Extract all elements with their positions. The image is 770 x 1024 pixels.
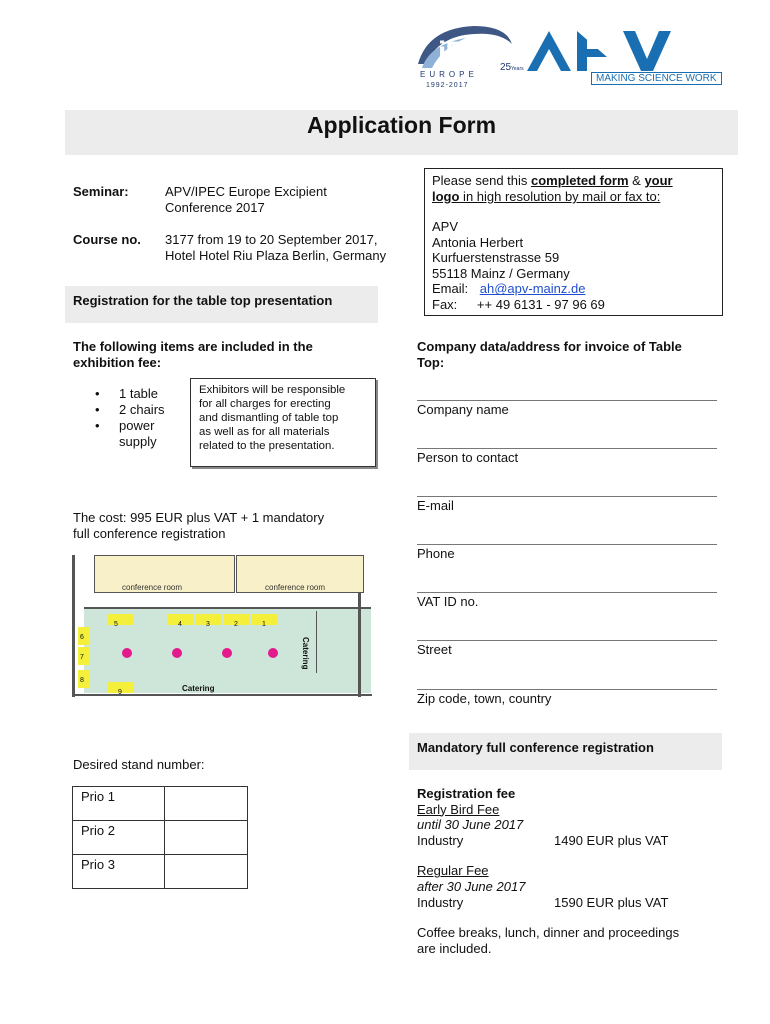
regular-fee-row bbox=[417, 895, 717, 911]
send-fax-label: Fax: bbox=[432, 296, 458, 312]
early-bird-label: Early Bird Fee bbox=[417, 801, 500, 817]
exhibitor-note-box bbox=[190, 378, 376, 467]
zip-town-country-field[interactable]: Zip code, town, country bbox=[417, 691, 552, 706]
included-item: • power bbox=[95, 418, 155, 433]
included-item: • 1 table bbox=[95, 386, 159, 401]
zip-line bbox=[417, 689, 717, 690]
send-fax-value: ++ 49 6131 - 97 96 69 bbox=[476, 296, 605, 312]
exhibitor-note-line: related to the presentation. bbox=[199, 440, 335, 452]
send-email-row bbox=[432, 281, 605, 297]
contact-line bbox=[417, 448, 717, 449]
wall-top bbox=[84, 607, 371, 609]
ipec-region: EUROPE bbox=[420, 70, 478, 79]
prio-2-label: Prio 2 bbox=[73, 821, 165, 855]
seminar-line-2: Conference 2017 bbox=[165, 200, 265, 215]
send-instruction bbox=[432, 173, 717, 205]
company-heading-line-2: Top: bbox=[417, 355, 445, 370]
street-line bbox=[417, 640, 717, 641]
send-city: 55118 Mainz / Germany bbox=[432, 265, 570, 281]
ipec-name: iPEC bbox=[438, 36, 505, 69]
send-text-completed-form: completed form bbox=[531, 173, 629, 188]
phone-line bbox=[417, 544, 717, 545]
stand-2[interactable]: 2 bbox=[224, 614, 250, 625]
prio-3-input[interactable] bbox=[165, 855, 248, 889]
early-bird-until: until 30 June 2017 bbox=[417, 817, 524, 833]
catering-vertical-label: Catering bbox=[301, 637, 310, 670]
table-dot bbox=[268, 648, 278, 658]
send-email-label: Email: bbox=[432, 281, 469, 297]
stand-8[interactable]: 8 bbox=[78, 670, 89, 688]
page-title: Application Form bbox=[306, 112, 497, 138]
apv-logo-graphic bbox=[527, 31, 727, 71]
prio-3-label: Prio 3 bbox=[73, 855, 165, 889]
included-item: • 2 chairs bbox=[95, 402, 165, 417]
send-street: Kurfuerstenstrasse 59 bbox=[432, 250, 560, 266]
prio-2-input[interactable] bbox=[165, 821, 248, 855]
send-text-logo: logo bbox=[432, 189, 460, 204]
seminar-label: Seminar: bbox=[73, 184, 129, 199]
included-note-line-2: are included. bbox=[417, 940, 492, 956]
catering-bottom-label: Catering bbox=[182, 684, 215, 693]
fee-heading: Registration fee bbox=[417, 786, 516, 801]
wall-left bbox=[72, 555, 75, 697]
conference-room-2-label: conference room bbox=[265, 583, 326, 592]
seminar-value bbox=[165, 184, 327, 216]
company-heading-line-1: Company data/address for invoice of Table bbox=[417, 339, 682, 354]
seminar-line-1: APV/IPEC Europe Excipient bbox=[165, 184, 327, 199]
early-bird-row bbox=[417, 833, 717, 849]
course-value bbox=[165, 232, 386, 264]
regular-fee-label: Regular Fee bbox=[417, 863, 489, 879]
phone-field[interactable]: Phone bbox=[417, 546, 455, 561]
wall-right bbox=[358, 593, 361, 697]
stand-9[interactable]: 9 bbox=[108, 682, 134, 693]
ipec-range: 1992-2017 bbox=[426, 82, 469, 89]
vat-id-field[interactable]: VAT ID no. bbox=[417, 594, 479, 609]
send-person: Antonia Herbert bbox=[432, 234, 524, 250]
wall-bottom bbox=[72, 694, 372, 696]
catering-zone bbox=[316, 611, 357, 673]
exhibitor-note-line: and dismantling of table top bbox=[199, 412, 339, 424]
send-address bbox=[432, 219, 605, 313]
send-text-1: Please send this bbox=[432, 173, 532, 188]
included-note-line-1: Coffee breaks, lunch, dinner and proceedings bbox=[417, 925, 680, 941]
email-line bbox=[417, 496, 717, 497]
course-label: Course no. bbox=[73, 232, 141, 247]
ipec-years-word: Years bbox=[511, 66, 524, 72]
course-line-2: Hotel Hotel Riu Plaza Berlin, Germany bbox=[165, 248, 387, 263]
ipec-years: 25 bbox=[500, 62, 512, 73]
send-text-your: your bbox=[644, 173, 673, 188]
person-to-contact-field[interactable]: Person to contact bbox=[417, 450, 519, 465]
stand-4[interactable]: 4 bbox=[168, 614, 194, 625]
fee-block bbox=[417, 786, 717, 956]
floor-plan bbox=[72, 555, 372, 697]
table-dot bbox=[122, 648, 132, 658]
apv-name bbox=[527, 31, 529, 32]
early-bird-sector: Industry bbox=[417, 832, 464, 848]
exhibitor-note-line: as well as for all materials bbox=[199, 426, 330, 438]
course-line-1: 3177 from 19 to 20 September 2017, bbox=[165, 232, 378, 247]
included-list bbox=[95, 386, 165, 450]
send-org: APV bbox=[432, 219, 459, 234]
included-heading-line-1: The following items are included in the bbox=[73, 339, 313, 354]
cost-line-2: full conference registration bbox=[73, 526, 226, 541]
early-bird-price: 1490 EUR plus VAT bbox=[554, 832, 669, 848]
stand-6[interactable]: 6 bbox=[78, 627, 89, 645]
desired-stand-label: Desired stand number: bbox=[73, 757, 205, 772]
conference-room-1-label: conference room bbox=[122, 583, 183, 592]
included-item-continued: supply bbox=[119, 434, 157, 449]
stand-7[interactable]: 7 bbox=[78, 647, 89, 665]
cost-text bbox=[73, 510, 324, 542]
company-heading bbox=[417, 339, 682, 371]
send-text-3: & bbox=[628, 173, 645, 188]
prio-1-input[interactable] bbox=[165, 787, 248, 821]
vat-line bbox=[417, 592, 717, 593]
included-heading bbox=[73, 339, 313, 371]
send-text-6: in high resolution by mail or fax to: bbox=[459, 189, 661, 204]
stand-1[interactable]: 1 bbox=[252, 614, 278, 625]
table-dot bbox=[172, 648, 182, 658]
stand-5[interactable]: 5 bbox=[108, 614, 134, 625]
apv-logo bbox=[527, 31, 727, 87]
included-heading-line-2: exhibition fee: bbox=[73, 355, 162, 370]
send-fax-row bbox=[432, 297, 605, 313]
regular-fee-sector: Industry bbox=[417, 894, 464, 910]
company-name-line bbox=[417, 400, 717, 401]
regular-fee-price: 1590 EUR plus VAT bbox=[554, 894, 669, 910]
street-field[interactable]: Street bbox=[417, 642, 452, 657]
stand-3[interactable]: 3 bbox=[196, 614, 222, 625]
company-name-field[interactable]: Company name bbox=[417, 402, 509, 417]
exhibitor-note-line: Exhibitors will be responsible bbox=[199, 384, 346, 396]
exhibitor-note-line: for all charges for erecting bbox=[199, 398, 331, 410]
mandatory-heading: Mandatory full conference registration bbox=[417, 740, 654, 755]
send-email-link[interactable]: ah@apv-mainz.de bbox=[479, 281, 586, 297]
apv-tagline: MAKING SCIENCE WORK bbox=[591, 72, 722, 85]
email-field[interactable]: E-mail bbox=[417, 498, 454, 513]
registration-heading: Registration for the table top presentation bbox=[73, 293, 333, 308]
cost-line-1: The cost: 995 EUR plus VAT + 1 mandatory bbox=[73, 510, 325, 525]
prio-table bbox=[72, 786, 248, 889]
ipec-logo bbox=[408, 22, 524, 94]
prio-1-label: Prio 1 bbox=[73, 787, 165, 821]
regular-fee-after: after 30 June 2017 bbox=[417, 878, 526, 894]
table-dot bbox=[222, 648, 232, 658]
